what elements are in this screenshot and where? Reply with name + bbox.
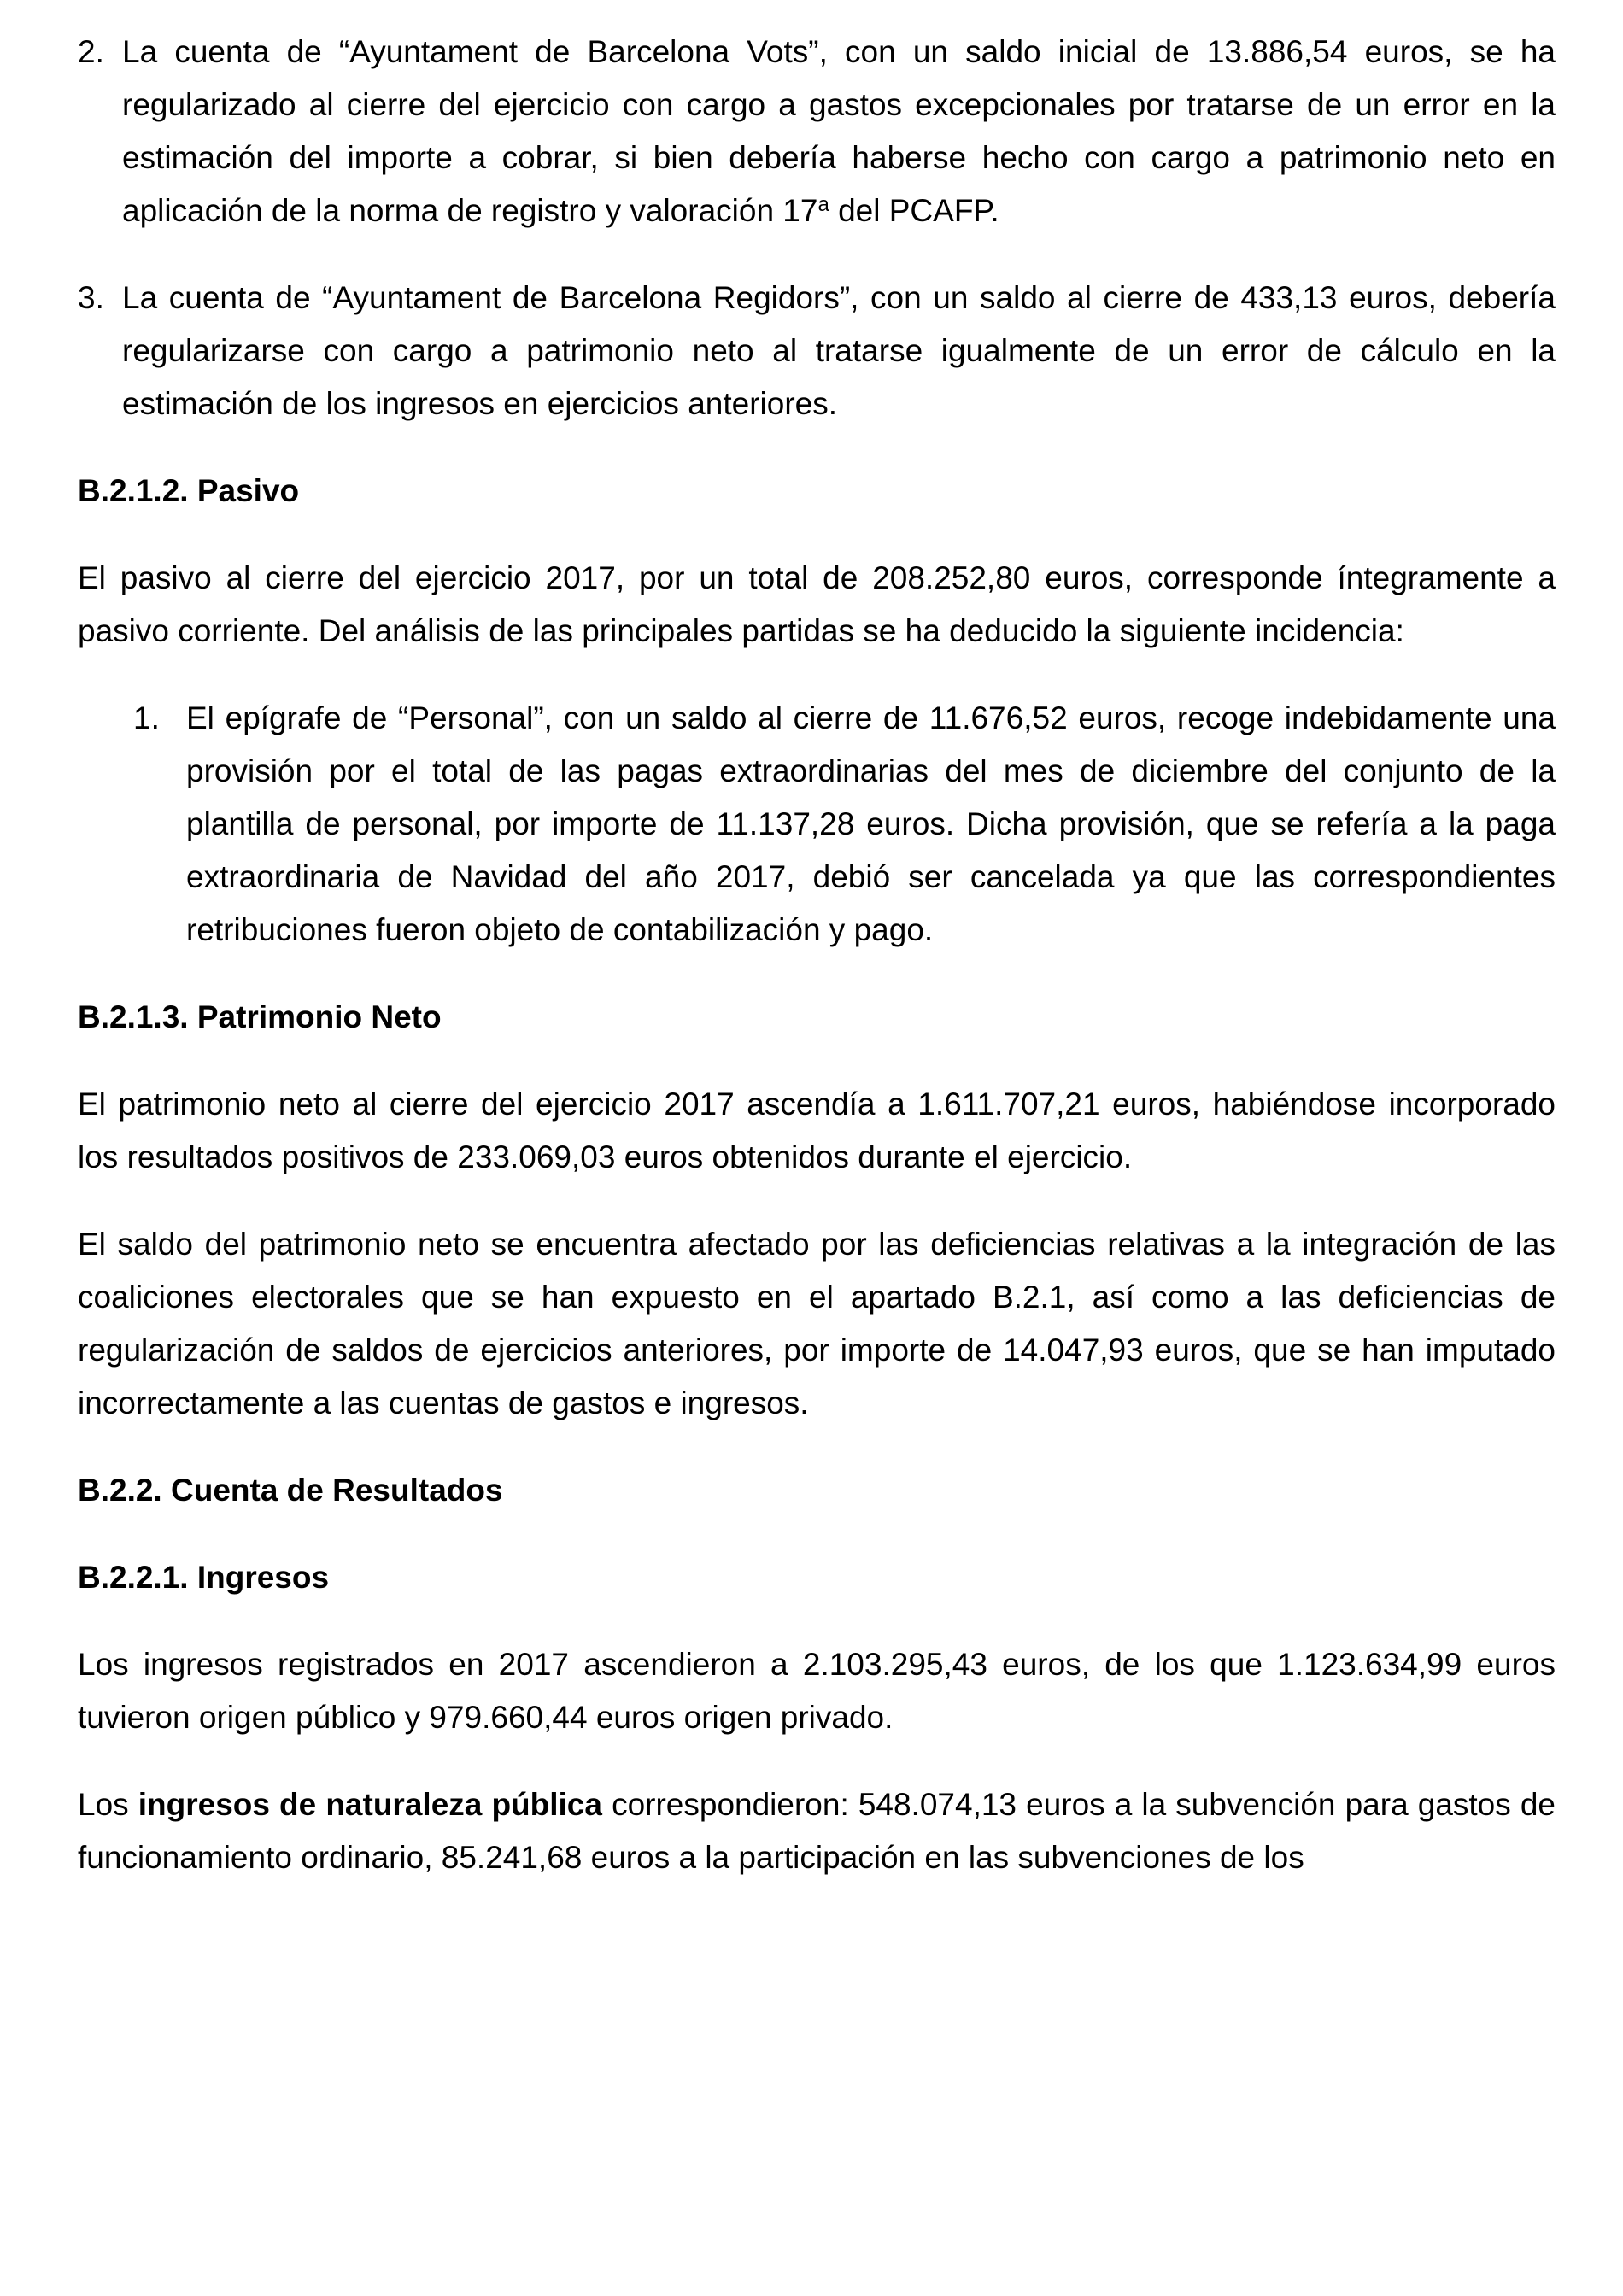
- list-item: [78, 26, 1556, 237]
- patrimonio-paragraph-1: El patrimonio neto al cierre del ejercicio 2017 ascendía a 1.611.707,21 euros, habiéndose incorporado los resultados positivos de 233.069,03 euros obtenidos durante el ejercicio.: [78, 1086, 1556, 1174]
- bold-term: ingresos de naturaleza pública: [138, 1787, 602, 1822]
- pasivo-paragraph: El pasivo al cierre del ejercicio 2017, por un total de 208.252,80 euros, corresponde íntegramente a pasivo corriente. Del análisis de las principales partidas se ha deducido la siguiente incidencia:: [78, 560, 1556, 648]
- list-item-number: 3.: [78, 280, 104, 315]
- list-item-text: El epígrafe de “Personal”, con un saldo al cierre de 11.676,52 euros, recoge indebidamente una provisión por el total de las pagas extraordinarias del mes de diciembre del conjunto de la plantilla de personal, por importe de 11.137,28 euros. Dicha provisión, que se refería a la paga extraordinaria de Navidad del año 2017, debió ser cancelada ya que las correspondientes retribuciones fueron objeto de contabilización y pago.: [186, 700, 1556, 947]
- list-item-number: 1.: [133, 700, 160, 735]
- section-heading-patrimonio: B.2.1.3. Patrimonio Neto: [78, 999, 442, 1034]
- list-item-text: La cuenta de “Ayuntament de Barcelona Regidors”, con un saldo al cierre de 433,13 euros, debería regularizarse con cargo a patrimonio neto al tratarse igualmente de un error de cálculo en la estimación de los ingresos en ejercicios anteriores.: [122, 280, 1556, 421]
- section-heading-resultados: B.2.2. Cuenta de Resultados: [78, 1473, 503, 1508]
- ingresos-paragraph-2: Los ingresos de naturaleza pública correspondieron: 548.074,13 euros a la subvención para gastos de funcionamiento ordinario, 85.241,68 euros a la participación en las subvenciones de los: [78, 1787, 1556, 1875]
- section-heading-pasivo: B.2.1.2. Pasivo: [78, 473, 300, 508]
- list-item-text: La cuenta de “Ayuntament de Barcelona Vots”, con un saldo inicial de 13.886,54 euros, se ha regularizado al cierre del ejercicio con cargo a gastos excepcionales por tratarse de un error en la estimación del importe a cobrar, si bien debería haberse hecho con cargo a patrimonio neto en aplicación de la norma de registro y valoración 17$^a$ del PCAFP.: [122, 34, 1556, 228]
- list-item-number: 2.: [78, 34, 104, 69]
- patrimonio-paragraph-2: El saldo del patrimonio neto se encuentra afectado por las deficiencias relativas a la integración de las coaliciones electorales que se han expuesto en el apartado B.2.1, así como a las deficiencias de regularización de saldos de ejercicios anteriores, por importe de 14.047,93 euros, que se han imputado incorrectamente a las cuentas de gastos e ingresos.: [78, 1227, 1556, 1420]
- document-body: [78, 26, 1556, 1884]
- ingresos-paragraph-1: Los ingresos registrados en 2017 ascendieron a 2.103.295,43 euros, de los que 1.123.634,99 euros tuvieron origen público y 979.660,44 euros origen privado.: [78, 1647, 1556, 1735]
- list-item: [78, 692, 1556, 957]
- section-heading-ingresos: B.2.2.1. Ingresos: [78, 1560, 330, 1595]
- list-item: [78, 272, 1556, 430]
